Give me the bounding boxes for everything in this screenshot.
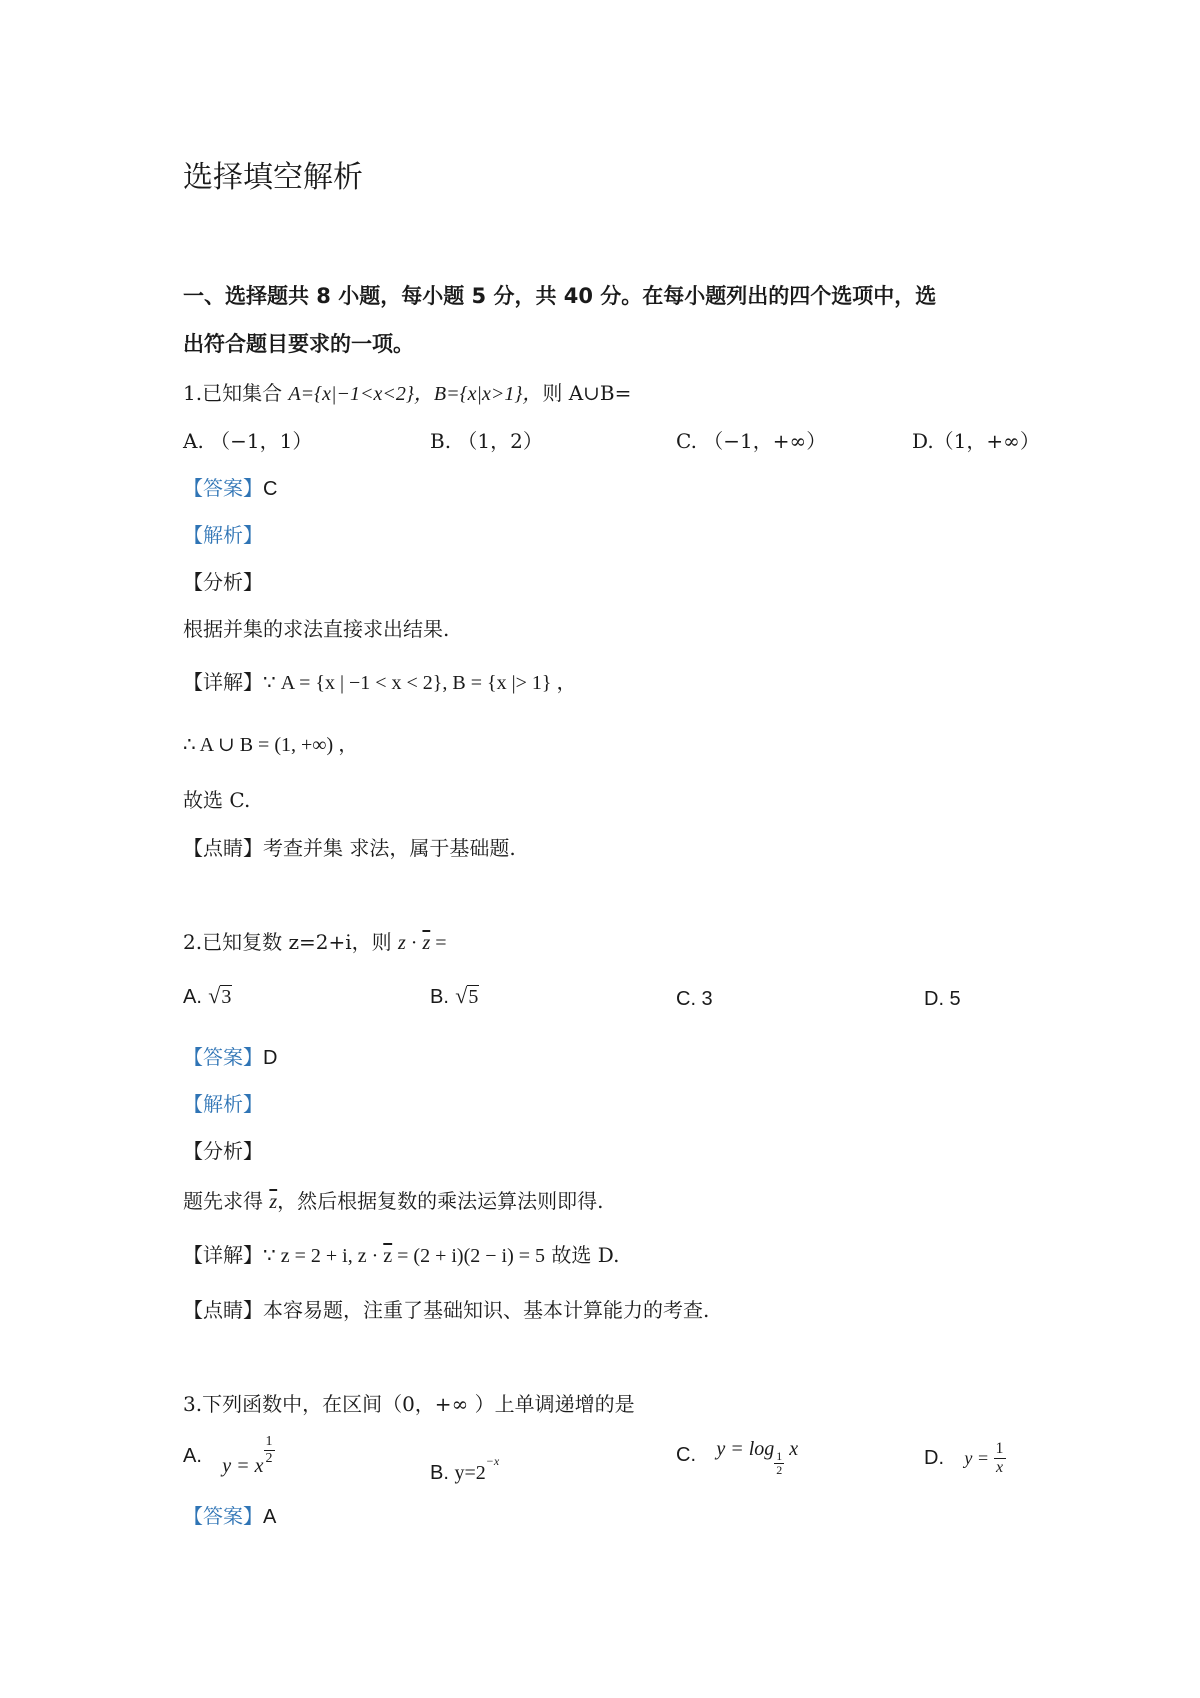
q3-option-d-num: 1: [995, 1440, 1004, 1457]
q2-detail-label: 【详解】: [183, 1243, 263, 1267]
q2-stem-eq: =: [430, 932, 447, 954]
q2-jiexi-label: 【解析】: [183, 1092, 263, 1116]
q3-option-a-label: A.: [183, 1445, 202, 1467]
q3-answer-value: A: [263, 1506, 277, 1528]
q1-choose: 故选 C.: [183, 788, 251, 812]
q2-detail: [183, 1241, 619, 1270]
q1-set-a: A={x|−1<x<2}，: [288, 383, 434, 405]
q2-option-c: C. 3: [676, 988, 713, 1010]
q1-stem-prefix: 1.已知集合: [183, 381, 289, 405]
q3-option-d-den: x: [995, 1459, 1004, 1476]
q2-answer-value: D: [263, 1047, 278, 1069]
q1-dianjing-text: 考查并集 求法，属于基础题.: [263, 836, 516, 860]
q1-dianjing-label: 【点睛】: [183, 836, 263, 860]
q1-jiexi-label: 【解析】: [183, 523, 263, 547]
q2-stem-text: 2.已知复数 z=2+i，则: [183, 930, 398, 954]
q3-stem: 3.下列函数中，在区间（0，+∞ ）上单调递增的是: [183, 1392, 635, 1416]
q3-option-a-exp-den: 2: [265, 1451, 273, 1466]
q3-option-b: [430, 1447, 499, 1487]
q3-option-c-math: y = log: [716, 1438, 775, 1460]
q2-option-a: [183, 982, 232, 1011]
q2-option-d: D. 5: [924, 988, 961, 1010]
q1-option-b: B. （1，2）: [430, 429, 543, 453]
q2-dianjing-label: 【点睛】: [183, 1298, 263, 1322]
q2-option-a-label: A.: [183, 986, 202, 1008]
q1-stem: [183, 379, 631, 408]
q2-option-b-label: B.: [430, 986, 449, 1008]
q3-option-c: [676, 1438, 799, 1477]
q3-option-d-math: y =: [964, 1448, 994, 1468]
q3-option-c-label: C.: [676, 1444, 696, 1466]
q2-stem-z: z: [397, 932, 406, 954]
q1-option-d: D.（1，+∞）: [912, 429, 1040, 453]
q1-answer-value: C: [263, 478, 278, 500]
q2-detail-suffix: 故选 D.: [545, 1243, 620, 1267]
q1-therefore: ∴ A ∪ B = (1, +∞) ，: [183, 734, 359, 756]
q3-option-a-exp-num: 1: [265, 1434, 273, 1449]
q2-fenxi-zbar: $\overline{z}$: [269, 1191, 278, 1213]
q2-fenxi-after: ，然后根据复数的乘法运算法则即得.: [277, 1189, 604, 1213]
q2-stem-dot: ·: [405, 932, 423, 954]
q3-option-c-arg: x: [784, 1438, 799, 1460]
q3-option-b-exp: −x: [485, 1454, 500, 1468]
q1-option-c: C. （−1，+∞）: [676, 429, 827, 453]
q3-answer-label: 【答案】: [183, 1504, 263, 1528]
q2-dianjing: [183, 1296, 709, 1324]
q2-stem: [183, 928, 447, 957]
q2-dianjing-text: 本容易题，注重了基础知识、基本计算能力的考查.: [263, 1298, 710, 1322]
q2-detail-math-after: = (2 + i)(2 − i) = 5: [392, 1245, 546, 1267]
q1-detail-label: 【详解】: [183, 670, 263, 694]
q3-option-d: [924, 1440, 1006, 1477]
q1-fenxi-text: 根据并集的求法直接求出结果.: [183, 617, 450, 641]
q3-option-b-math: y=2: [454, 1462, 486, 1484]
q3-option-a-exponent: [264, 1434, 275, 1467]
q2-fenxi-label: 【分析】: [183, 1139, 263, 1163]
q2-fenxi-before: 题先求得: [183, 1189, 270, 1213]
q1-answer: [183, 474, 277, 503]
sqrt-icon: √: [455, 983, 468, 1008]
q2-detail-math-before: ∵ z = 2 + i, z ·: [263, 1245, 384, 1267]
q3-answer: [183, 1502, 276, 1531]
page-title: 选择填空解析: [183, 160, 363, 195]
q2-answer-label: 【答案】: [183, 1045, 263, 1069]
q1-stem-suffix: 则 A∪B=: [542, 381, 632, 405]
q1-set-b: B={x|x>1}，: [433, 383, 543, 405]
sqrt-icon: √: [208, 983, 221, 1008]
q3-option-c-base: [774, 1450, 784, 1477]
q3-option-d-fraction: [994, 1440, 1006, 1477]
q3-option-d-label: D.: [924, 1447, 944, 1469]
q1-fenxi-label: 【分析】: [183, 570, 263, 594]
q1-answer-label: 【答案】: [183, 476, 263, 500]
q2-fenxi: [183, 1187, 604, 1216]
q3-option-a-math: y = x: [222, 1455, 264, 1477]
q1-detail-math: ∵ A = {x | −1 < x < 2}, B = {x |> 1} ，: [263, 672, 577, 694]
q1-dianjing: [183, 834, 516, 862]
section-heading-line1: 一、选择题共 8 小题，每小题 5 分，共 40 分。在每小题列出的四个选项中，选: [183, 284, 937, 308]
q1-detail: [183, 668, 577, 697]
q2-answer: [183, 1043, 277, 1072]
q2-option-b-value: 5: [468, 986, 479, 1008]
section-heading-line2: 出符合题目要求的一项。: [183, 332, 414, 356]
q1-option-a: A. （−1，1）: [183, 429, 313, 453]
q3-option-a: [183, 1434, 275, 1477]
q3-option-c-base-den: 2: [776, 1463, 783, 1477]
q2-option-a-value: 3: [221, 986, 232, 1008]
q2-option-b: [430, 982, 479, 1011]
q2-detail-zbar: $\overline{z}$: [383, 1245, 393, 1267]
q3-option-c-base-num: 1: [776, 1449, 783, 1463]
q2-stem-zbar: $\overline{z}$: [422, 932, 431, 954]
q3-option-b-label: B.: [430, 1462, 455, 1484]
